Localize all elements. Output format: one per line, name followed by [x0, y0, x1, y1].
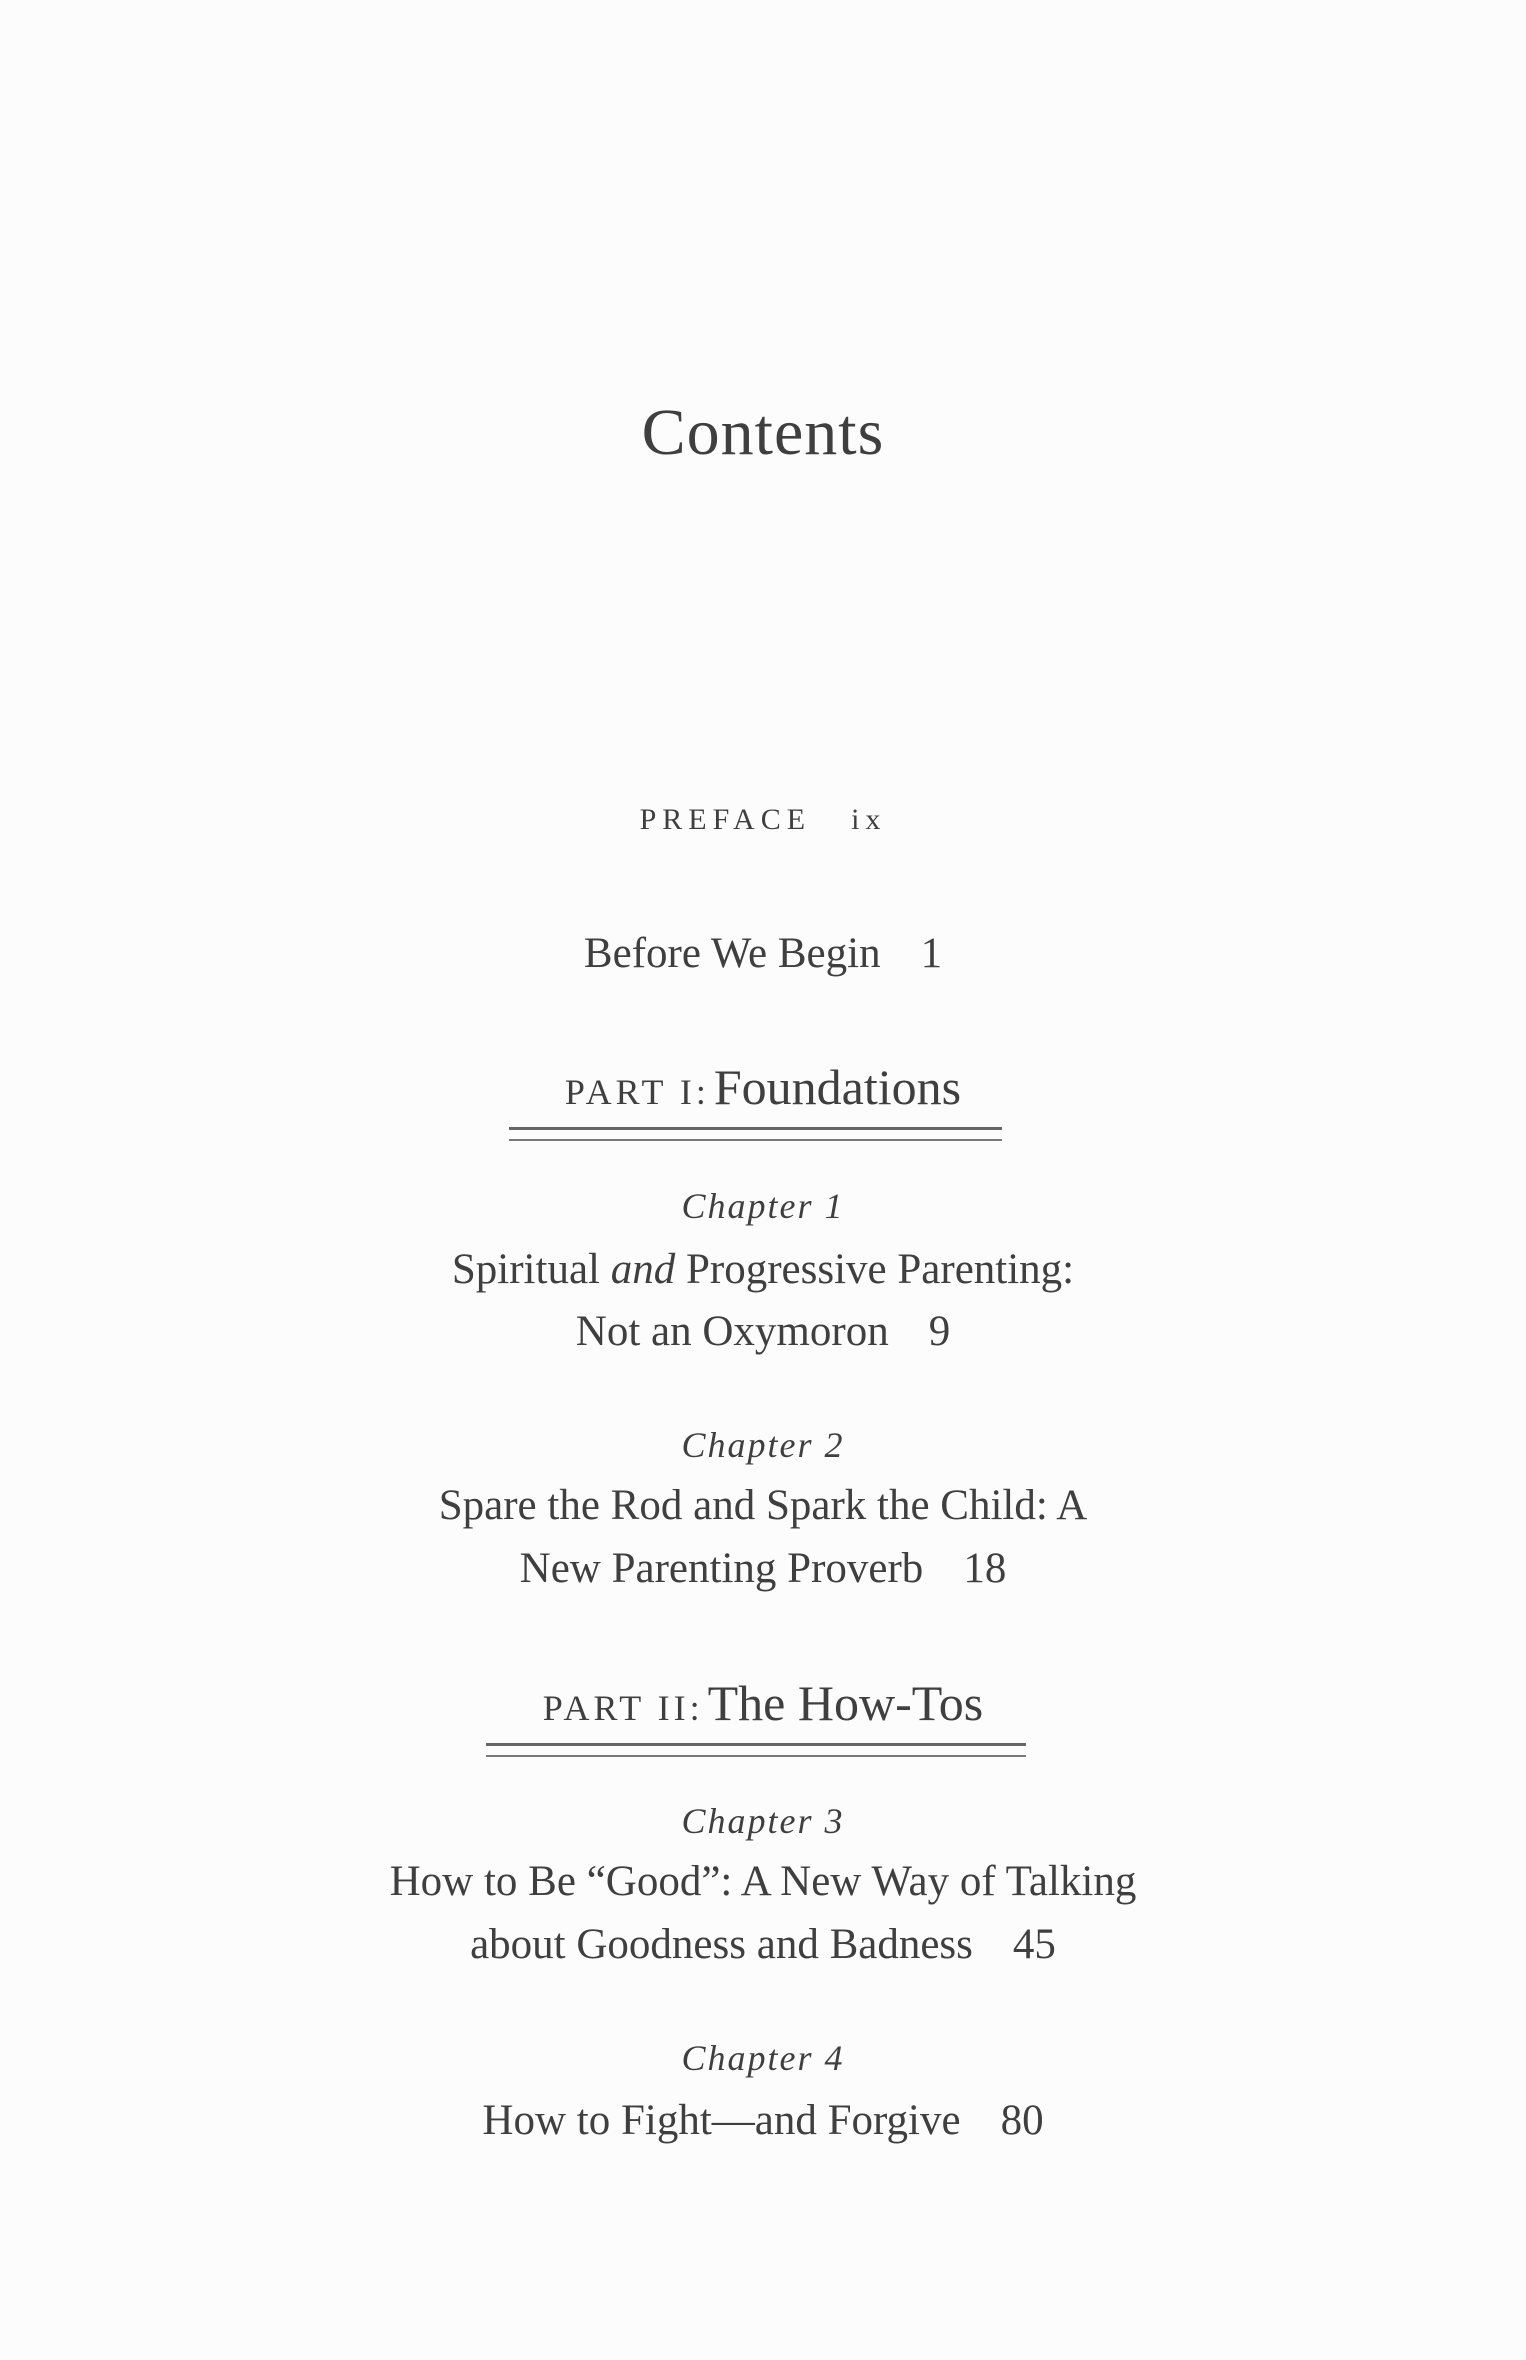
- part-name: Foundations: [713, 1059, 962, 1115]
- page-title: Contents: [641, 396, 885, 469]
- chapter-title-line: [0, 1923, 1526, 1966]
- page-number: 1: [920, 930, 943, 977]
- page-number: 9: [928, 1308, 951, 1355]
- toc-entry-before-we-begin: [0, 932, 1526, 975]
- chapter-title-line: Spare the Rod and Spark the Child: A: [438, 1482, 1088, 1529]
- part-prefix: PART I:: [564, 1072, 710, 1112]
- page-number: ix: [851, 803, 887, 836]
- part-divider: [486, 1743, 1026, 1757]
- entry-label: PREFACE: [639, 803, 812, 836]
- title-emphasis: and: [610, 1246, 676, 1293]
- chapter-label: Chapter 1: [681, 1186, 845, 1226]
- chapter-title-line: [0, 1547, 1526, 1590]
- title-text: Progressive Parenting:: [675, 1246, 1075, 1293]
- part-heading-1: [0, 1059, 1526, 1115]
- chapter-title-line: [0, 1248, 1526, 1291]
- title-text: How to Fight—and Forgive: [482, 2097, 961, 2144]
- entry-label: Before We Begin: [583, 930, 881, 977]
- chapter-title-line: [0, 2099, 1526, 2142]
- page-number: 80: [1000, 2097, 1044, 2144]
- part-divider: [509, 1127, 1002, 1141]
- page-number: 18: [963, 1545, 1007, 1592]
- title-text: New Parenting Proverb: [519, 1545, 924, 1592]
- part-prefix: PART II:: [542, 1688, 704, 1728]
- chapter-label: Chapter 3: [681, 1801, 845, 1841]
- chapter-label: Chapter 4: [681, 2038, 845, 2078]
- toc-entry-preface: [0, 805, 1526, 835]
- title-text: about Goodness and Badness: [470, 1921, 973, 1968]
- part-heading-2: [0, 1675, 1526, 1731]
- chapter-title-line: How to Be “Good”: A New Way of Talking: [389, 1858, 1137, 1905]
- chapter-label: Chapter 2: [681, 1425, 845, 1465]
- title-text: Spiritual: [451, 1246, 611, 1293]
- part-name: The How-Tos: [707, 1675, 984, 1731]
- chapter-title-line: [0, 1310, 1526, 1353]
- title-text: Not an Oxymoron: [575, 1308, 889, 1355]
- page-number: 45: [1012, 1921, 1056, 1968]
